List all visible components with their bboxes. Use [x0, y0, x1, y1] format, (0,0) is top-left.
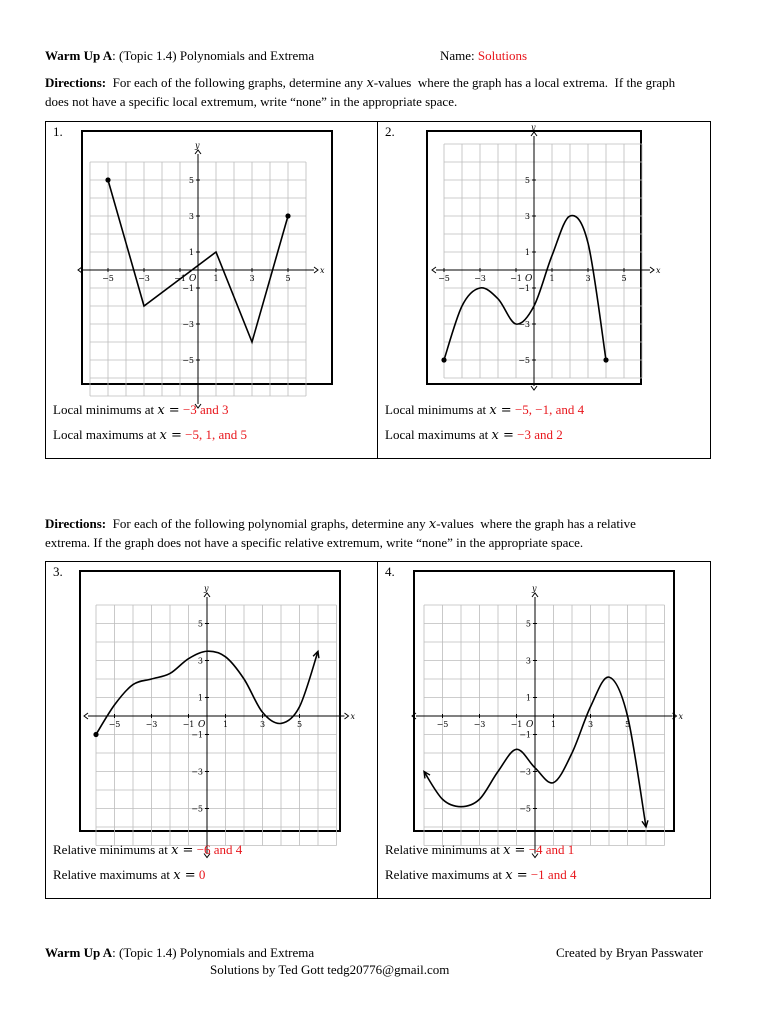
y-tick-label: −1: [518, 284, 530, 293]
footer-solutions: Solutions by Ted Gott tedg20776@gmail.com: [210, 962, 450, 977]
y-tick-label: 1: [197, 693, 203, 703]
x-tick-label: 1: [213, 274, 219, 283]
y-tick-label: −3: [518, 320, 530, 329]
x-tick-label: 3: [585, 274, 591, 283]
warm-up-label: Warm Up A: [45, 48, 113, 63]
x-axis-label: x: [320, 266, 325, 275]
endpoint-dot: [93, 732, 98, 737]
origin-label: O: [525, 274, 533, 284]
origin-label: O: [189, 274, 197, 284]
problem-number: 1.: [53, 124, 63, 139]
y-tick-label: −5: [182, 356, 194, 365]
relative-min-answer: −4 and 1: [528, 842, 575, 857]
x-tick-label: −5: [436, 720, 449, 729]
x-tick-label: 3: [259, 720, 266, 729]
y-tick-label: 3: [197, 656, 203, 666]
graph-frame: [82, 131, 332, 384]
x-tick-label: −3: [474, 274, 486, 283]
x-tick-label: −1: [182, 720, 195, 729]
problem-number: 2.: [385, 124, 395, 139]
x-tick-label: −3: [145, 720, 158, 729]
x-tick-label: 5: [624, 720, 631, 729]
x-variable: x: [366, 76, 374, 91]
relative-max-row: Relative maximums at x = −1 and 4: [385, 867, 577, 883]
y-tick-label: 1: [188, 248, 194, 257]
directions-text: does not have a specific local extremum, write “none” in the appropriate space.: [45, 94, 458, 109]
topic-label: : (Topic 1.4) Polynomials and Extrema: [112, 48, 315, 63]
name-label: Name:: [440, 48, 478, 63]
origin-label: O: [526, 720, 534, 730]
x-tick-label: 3: [249, 274, 255, 283]
footer-warm-up: Warm Up A: [45, 945, 113, 960]
x-axis-label: x: [678, 712, 684, 721]
graph-1: [81, 130, 333, 385]
graph-3: [79, 570, 356, 832]
origin-label: O: [198, 720, 206, 730]
x-axis-label: x: [656, 266, 661, 275]
local-max-row: Local maximums at x = −3 and 2: [385, 427, 563, 443]
x-tick-label: 3: [587, 720, 594, 729]
y-tick-label: −1: [182, 284, 194, 293]
x-tick-label: −3: [138, 274, 150, 283]
problem-number: 3.: [53, 564, 63, 579]
directions-label: Directions:: [45, 516, 107, 531]
y-tick-label: 3: [524, 212, 530, 221]
graph-2: [426, 123, 661, 385]
relative-min-answer: −6 and 4: [196, 842, 243, 857]
y-tick-label: 1: [524, 248, 530, 257]
x-tick-label: −5: [108, 720, 121, 729]
graph-4: [413, 570, 684, 832]
x-tick-label: −3: [473, 720, 486, 729]
y-axis-label: y: [531, 123, 536, 132]
name-value: Solutions: [477, 48, 528, 63]
footer-topic: : (Topic 1.4) Polynomials and Extrema: [112, 945, 315, 960]
x-tick-label: 5: [621, 274, 627, 283]
endpoint-dot: [603, 357, 608, 362]
x-tick-label: 5: [296, 720, 303, 729]
x-tick-label: −5: [438, 274, 450, 283]
y-tick-label: −1: [519, 730, 531, 740]
y-tick-label: −5: [191, 804, 203, 814]
y-tick-label: 5: [524, 176, 530, 185]
directions-text: -values where the graph has a local extrema. If the graph: [373, 75, 676, 90]
graph-svg: [413, 570, 684, 832]
x-variable: x: [428, 517, 437, 532]
panel-divider: [377, 561, 378, 899]
local-min-answer: −5, −1, and 4: [514, 402, 585, 417]
y-tick-label: −3: [191, 767, 203, 777]
local-max-answer: −5, 1, and 5: [185, 427, 247, 442]
graph-svg: [79, 570, 356, 832]
panel-divider: [377, 121, 378, 459]
graph-svg: [426, 123, 661, 385]
directions-label: Directions:: [45, 75, 107, 90]
y-tick-label: 5: [188, 176, 194, 185]
directions-text: For each of the following graphs, determine any: [106, 75, 367, 90]
x-tick-label: −5: [102, 274, 114, 283]
y-tick-label: −5: [519, 804, 531, 814]
local-max-answer: −3 and 2: [517, 427, 563, 442]
y-tick-label: 5: [197, 619, 203, 629]
graph-frame: [80, 571, 340, 831]
x-axis-label: x: [350, 712, 356, 721]
directions-text: extrema. If the graph does not have a specific relative extremum, write “none” in the appropriate space.: [45, 535, 584, 550]
header: [45, 48, 314, 64]
footer-credit: Created by Bryan Passwater: [556, 945, 703, 960]
y-tick-label: 3: [188, 212, 194, 221]
y-tick-label: −3: [182, 320, 194, 329]
local-min-answer: −3 and 3: [182, 402, 229, 417]
x-tick-label: −1: [174, 274, 186, 283]
y-tick-label: 5: [525, 619, 531, 629]
axes: [412, 593, 677, 858]
relative-min-row: Relative minimums at x = −4 and 1: [385, 842, 575, 858]
relative-max-row: Relative maximums at x = 0: [53, 867, 206, 883]
axes: [78, 150, 318, 408]
x-tick-label: 1: [222, 720, 229, 729]
y-axis-label: y: [204, 584, 209, 593]
endpoint-dot: [105, 177, 110, 182]
graph-svg: [81, 130, 333, 385]
relative-max-answer: 0: [198, 867, 206, 882]
y-tick-label: 3: [525, 656, 531, 666]
x-tick-label: −1: [510, 720, 523, 729]
local-min-row: Local minimums at x = −3 and 3: [53, 402, 229, 418]
relative-max-answer: −1 and 4: [530, 867, 577, 882]
endpoint-dot: [285, 213, 290, 218]
graph-frame: [414, 571, 674, 831]
relative-min-row: Relative minimums at x = −6 and 4: [53, 842, 243, 858]
grid: [444, 144, 642, 378]
axes: [432, 132, 654, 390]
footer-title: [45, 945, 314, 961]
local-max-row: Local maximums at x = −5, 1, and 5: [53, 427, 247, 443]
x-tick-label: −1: [510, 274, 522, 283]
endpoint-dot: [441, 357, 446, 362]
y-tick-label: −3: [519, 767, 531, 777]
y-axis-label: y: [195, 141, 200, 150]
y-tick-label: 1: [525, 693, 531, 703]
axes: [84, 593, 349, 858]
y-tick-label: −1: [191, 730, 203, 740]
x-tick-label: 5: [285, 274, 291, 283]
directions-2: [45, 516, 735, 551]
name-field: [440, 48, 527, 64]
y-axis-label: y: [532, 584, 537, 593]
x-tick-label: 1: [550, 720, 557, 729]
problem-number: 4.: [385, 564, 395, 579]
directions-text: -values where the graph has a relative: [436, 516, 636, 531]
x-tick-label: 1: [549, 274, 555, 283]
y-tick-label: −5: [518, 356, 530, 365]
local-min-row: Local minimums at x = −5, −1, and 4: [385, 402, 585, 418]
directions-text: For each of the following polynomial graphs, determine any: [106, 516, 429, 531]
directions-1: [45, 75, 735, 110]
